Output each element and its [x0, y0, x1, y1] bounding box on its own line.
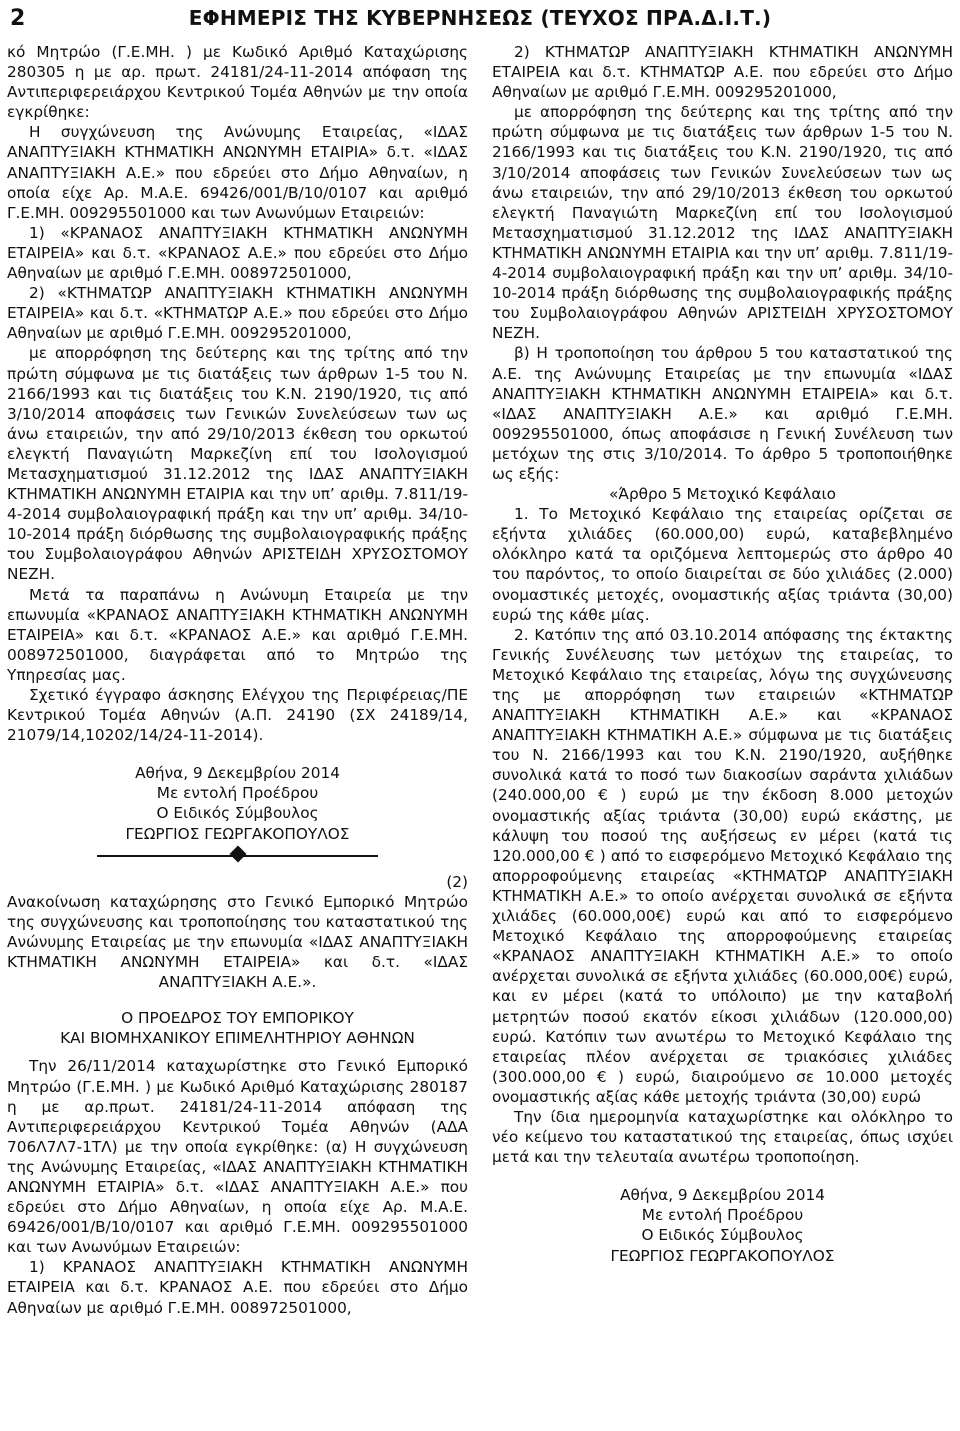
signature-order: Με εντολή Προέδρου	[641, 1206, 804, 1225]
authority-line-2: ΚΑΙ ΒΙΟΜΗΧΑΝΙΚΟΥ ΕΠΙΜΕΛΗΤΗΡΙΟΥ ΑΘΗΝΩΝ	[60, 1029, 415, 1048]
signature-block	[492, 1185, 953, 1265]
paragraph: κό Μητρώο (Γ.Ε.ΜΗ. ) με Κωδικό Αριθμό Καταχώρισης 280305 η με αρ. πρωτ. 24181/24-11-2014 απόφαση της Αντιπεριφερειάρχου Κεντρικού Τομέα Αθηνών με την οποία εγκρίθηκε:	[7, 43, 468, 122]
announcement-title: Ανακοίνωση καταχώρησης στο Γενικό Εμπορικό Μητρώο της συγχώνευσης και τροποποίησης του καταστατικού της Ανώνυμης Εταιρείας με την επωνυμία «ΙΔΑΣ ΑΝΑΠΤΥΞΙΑΚΗ ΚΤΗΜΑΤΙΚΗ ΑΝΩΝΥΜΗ ΕΤΑΙΡΕΙΑ» και δ.τ. «ΙΔΑΣ ΑΝΑΠΤΥΞΙΑΚΗ Α.Ε.».	[7, 892, 468, 992]
paragraph: με απορρόφηση της δεύτερης και της τρίτης από την πρώτη σύμφωνα με τις διατάξεις των άρθρων 1-5 του Ν. 2166/1993 και τις διατάξεις του Κ.Ν. 2190/1920, τις από 3/10/2014 αποφάσεις των Γενικών Συνελεύσεων των ως άνω εταιρειών, την από 29/10/2013 έκθεση του ορκωτού ελεγκτή Παναγιώτη Μαρκεζίνη επί του Ισολογισμού Μετασχηματισμού 31.12.2012 της ΙΔΑΣ ΑΝΑΠΤΥΞΙΑΚΗ ΚΤΗΜΑΤΙΚΗ ΑΝΩΝΥΜΗ ΕΤΑΙΡΙΑ και την υπ’ αριθμ. 7.811/19-4-2014 συμβολαιογραφική πράξη και την υπ’ αριθμ. 34/10-10-2014 πράξη διόρθωσης της συμβολαιογραφικής πράξης του Συμβολαιογράφου Αθηνών ΑΡΙΣΤΕΙΔΗ ΧΡΥΣΟΣΤΟΜΟΥ ΝΕΖΗ.	[7, 344, 468, 584]
paragraph: Την ίδια ημερομηνία καταχωρίστηκε και ολόκληρο το νέο κείμενο του καταστατικού της εταιρείας, όπως ισχύει μετά και την τελευταία ανωτέρω τροποποίηση.	[492, 1107, 953, 1167]
page-header	[8, 2, 952, 36]
signature-order: Με εντολή Προέδρου	[156, 784, 319, 803]
paragraph: Η συγχώνευση της Ανώνυμης Εταιρείας, «ΙΔΑΣ ΑΝΑΠΤΥΞΙΑΚΗ ΚΤΗΜΑΤΙΚΗ ΑΝΩΝΥΜΗ ΕΤΑΙΡΙΑ» δ.τ. «ΙΔΑΣ ΑΝΑΠΤΥΞΙΑΚΗ Α.Ε.» που εδρεύει στο Δήμο Αθηναίων, η οποία είχε Αρ. Μ.Α.Ε. 69426/001/Β/10/0107 και αριθμό Γ.Ε.ΜΗ. 009295501000 και των Ανωνύμων Εταιρειών:	[7, 123, 468, 222]
left-column	[7, 42, 468, 1318]
signature-name: ΓΕΩΡΓΙΟΣ ΓΕΩΡΓΑΚΟΠΟΥΛΟΣ	[125, 824, 350, 843]
paragraph: 1) ΚΡΑΝΑΟΣ ΑΝΑΠΤΥΞΙΑΚΗ ΚΤΗΜΑΤΙΚΗ ΑΝΩΝΥΜΗ ΕΤΑΙΡΕΙΑ και δ.τ. ΚΡΑΝΑΟΣ Α.Ε. που εδρεύει στο Δήμο Αθηναίων με αριθμό Γ.Ε.ΜΗ. 008972501000,	[7, 1258, 468, 1317]
paragraph: 2. Κατόπιν της από 03.10.2014 απόφασης της έκτακτης Γενικής Συνέλευσης των μετόχων της εταιρείας, το Μετοχικό Κεφάλαιο της εταιρείας, λόγω της συγχώνευσης της με απορρόφηση των εταιρειών «ΚΤΗΜΑΤΩΡ ΑΝΑΠΤΥΞΙΑΚΗ ΚΤΗΜΑΤΙΚΗ Α.Ε.» και «ΚΡΑΝΑΟΣ ΑΝΑΠΤΥΞΙΑΚΗ ΚΤΗΜΑΤΙΚΗ Α.Ε.» σύμφωνα με τις διατάξεις του Ν. 2166/1993 και του Κ.Ν. 2190/1920, αυξήθηκε συνολικά κατά το ποσό των διακοσίων σαράντα χιλιάδων (240.000,00 € ) ευρώ με την έκδοση 8.000 μετοχών ονομαστικής αξίας τριάντα (30,00) ευρώ εκάστης, με κάλυψη του ποσού της αυξήσεως εν μέρει (κατά τις 120.000,00 € ) από το εισφερόμενο Μετοχικό Κεφάλαιο της απορροφούμενης εταιρείας «ΚΤΗΜΑΤΩΡ ΑΝΑΠΤΥΞΙΑΚΗ ΚΤΗΜΑΤΙΚΗ Α.Ε.» το οποίο ανέρχεται συνολικά σε εξήντα χιλιάδες (60.000,00€) ευρώ και από το εισφερόμενο Μετοχικό Κεφάλαιο της απορροφούμενης εταιρείας «ΚΡΑΝΑΟΣ ΑΝΑΠΤΥΞΙΑΚΗ ΚΤΗΜΑΤΙΚΗ Α.Ε.» το οποίο ανέρχεται συνολικά σε εξήντα χιλιάδες (60.000,00€) ευρώ, και εν μέρει (κατά το υπόλοιπο) με την καταβολή μετρητών ποσού εκατόν είκοσι χιλιάδων (120.000,00) ευρώ. Κατόπιν των ανωτέρω το Μετοχικό Κεφάλαιο της εταιρείας πλέον ανέρχεται σε τριακόσιες χιλιάδες (300.000,00 € ) ευρώ, διαιρούμενο σε 10.000 μετοχές ονομαστικής αξίας κάθε μετοχής τριάντα (30,00) ευρώ	[492, 625, 953, 1106]
signature-date: Αθήνα, 9 Δεκεμβρίου 2014	[620, 1186, 825, 1205]
signature-date: Αθήνα, 9 Δεκεμβρίου 2014	[135, 764, 340, 783]
page-number: 2	[10, 6, 26, 31]
gazette-title: ΕΦΗΜΕΡΙΣ ΤΗΣ ΚΥΒΕΡΝΗΣΕΩΣ (ΤΕΥΧΟΣ ΠΡΑ.Δ.Ι.Τ.)	[188, 6, 772, 30]
paragraph: Την 26/11/2014 καταχωρίστηκε στο Γενικό Εμπορικό Μητρώο (Γ.Ε.ΜΗ. ) με Κωδικό Αριθμό Καταχώρισης 280187 η με αρ.πρωτ. 24181/24-11-2014 απόφαση της Αντιπεριφερειάρχου Κεντρικού Τομέα Αθηνών (ΑΔΑ 706Λ7Λ7-1ΤΛ) με την οποία εγκρίθηκε: (α) Η συγχώνευση της Ανώνυμης Εταιρείας, «ΙΔΑΣ ΑΝΑΠΤΥΞΙΑΚΗ ΚΤΗΜΑΤΙΚΗ ΑΝΩΝΥΜΗ ΕΤΑΙΡΙΑ» δ.τ. «ΙΔΑΣ ΑΝΑΠΤΥΞΙΑΚΗ Α.Ε.» που εδρεύει στο Δήμο Αθηναίων, η οποία είχε Αρ. Μ.Α.Ε. 69426/001/Β/10/0107 και αριθμό Γ.Ε.ΜΗ. 009295501000 και των Ανωνύμων Εταιρειών:	[7, 1057, 468, 1257]
paragraph: Σχετικό έγγραφο άσκησης Ελέγχου της Περιφέρειας/ΠΕ Κεντρικού Τομέα Αθηνών (Α.Π. 24190 (ΣΧ 24189/14, 21079/14,10202/14/24-11-2014).	[7, 686, 468, 745]
signature-role: Ο Ειδικός Σύμβουλος	[641, 1226, 804, 1245]
right-column	[492, 42, 953, 1266]
paragraph: Μετά τα παραπάνω η Ανώνυμη Εταιρεία με την επωνυμία «ΚΡΑΝΑΟΣ ΑΝΑΠΤΥΞΙΑΚΗ ΚΤΗΜΑΤΙΚΗ ΑΝΩΝΥΜΗ ΕΤΑΙΡΕΙΑ» και δ.τ. «ΚΡΑΝΑΟΣ Α.Ε.» και αριθμό Γ.Ε.ΜΗ. 008972501000, διαγράφεται από το Μητρώο της Υπηρεσίας μας.	[7, 585, 468, 684]
paragraph: 2) «ΚΤΗΜΑΤΩΡ ΑΝΑΠΤΥΞΙΑΚΗ ΚΤΗΜΑΤΙΚΗ ΑΝΩΝΥΜΗ ΕΤΑΙΡΕΙΑ» και δ.τ. «ΚΤΗΜΑΤΩΡ Α.Ε.» που εδρεύει στο Δήμο Αθηναίων με αριθμό Γ.Ε.ΜΗ. 009295201000,	[7, 284, 468, 343]
section-divider	[7, 846, 468, 866]
paragraph: 1. Το Μετοχικό Κεφάλαιο της εταιρείας ορίζεται σε εξήντα χιλιάδες (60.000,00) ευρώ, καταβεβλημένο ολόκληρο κατά τα οριζόμενα λεπτομερώς στο άρθρο 40 του παρόντος, το οποίο διαιρείται σε δύο χιλιάδες (2.000) ονομαστικές μετοχές, ονομαστικής αξίας τριάντα (30,00) ευρώ της κάθε μίας.	[492, 505, 953, 624]
paragraph: με απορρόφηση της δεύτερης και της τρίτης από την πρώτη σύμφωνα με τις διατάξεις των άρθρων 1-5 του Ν. 2166/1993 και τις διατάξεις του Κ.Ν. 2190/1920, τις από 3/10/2014 αποφάσεις των Γενικών Συνελεύσεων των ως άνω εταιρειών, την από 29/10/2013 έκθεση του ορκωτού ελεγκτή Παναγιώτη Μαρκεζίνη επί του Ισολογισμού Μετασχηματισμού 31.12.2012 της ΙΔΑΣ ΑΝΑΠΤΥΞΙΑΚΗ ΚΤΗΜΑΤΙΚΗ ΑΝΩΝΥΜΗ ΕΤΑΙΡΙΑ και την υπ’ αριθμ. 7.811/19-4-2014 συμβολαιογραφική πράξη και την υπ’ αριθμ. 34/10-10-2014 πράξη διόρθωσης της συμβολαιογραφικής πράξης του Συμβολαιογράφου Αθηνών ΑΡΙΣΤΕΙΔΗ ΧΡΥΣΟΣΤΟΜΟΥ ΝΕΖΗ.	[492, 103, 953, 343]
article-title: «Άρθρο 5 Μετοχικό Κεφάλαιο	[609, 485, 836, 504]
signature-name: ΓΕΩΡΓΙΟΣ ΓΕΩΡΓΑΚΟΠΟΥΛΟΣ	[610, 1246, 835, 1265]
authority-line-1: Ο ΠΡΟΕΔΡΟΣ ΤΟΥ ΕΜΠΟΡΙΚΟΥ	[121, 1009, 354, 1028]
item-number: (2)	[446, 872, 468, 891]
paragraph: β) Η τροποποίηση του άρθρου 5 του καταστατικού της Α.Ε. της Ανώνυμης Εταιρείας με την επωνυμία «ΙΔΑΣ ΑΝΑΠΤΥΞΙΑΚΗ ΚΤΗΜΑΤΙΚΗ ΑΝΩΝΥΜΗ ΕΤΑΙΡΕΙΑ» και δ.τ. «ΙΔΑΣ ΑΝΑΠΤΥΞΙΑΚΗ Α.Ε.» και αριθμό Γ.Ε.ΜΗ. 009295501000, όπως αποφάσισε η Γενική Συνέλευση των μετόχων της στις 3/10/2014. Το άρθρο 5 τροποποιήθηκε ως εξής:	[492, 344, 953, 483]
diamond-icon	[229, 845, 246, 862]
signature-role: Ο Ειδικός Σύμβουλος	[156, 804, 319, 823]
paragraph: 1) «ΚΡΑΝΑΟΣ ΑΝΑΠΤΥΞΙΑΚΗ ΚΤΗΜΑΤΙΚΗ ΑΝΩΝΥΜΗ ΕΤΑΙΡΕΙΑ» και δ.τ. «ΚΡΑΝΑΟΣ Α.Ε.» που εδρεύει στο Δήμο Αθηναίων με αριθμό Γ.Ε.ΜΗ. 008972501000,	[7, 223, 468, 283]
paragraph: 2) ΚΤΗΜΑΤΩΡ ΑΝΑΠΤΥΞΙΑΚΗ ΚΤΗΜΑΤΙΚΗ ΑΝΩΝΥΜΗ ΕΤΑΙΡΕΙΑ και δ.τ. ΚΤΗΜΑΤΩΡ Α.Ε. που εδρεύει στο Δήμο Αθηναίων με αριθμό Γ.Ε.ΜΗ. 009295201000,	[492, 43, 953, 102]
signature-block	[7, 763, 468, 843]
